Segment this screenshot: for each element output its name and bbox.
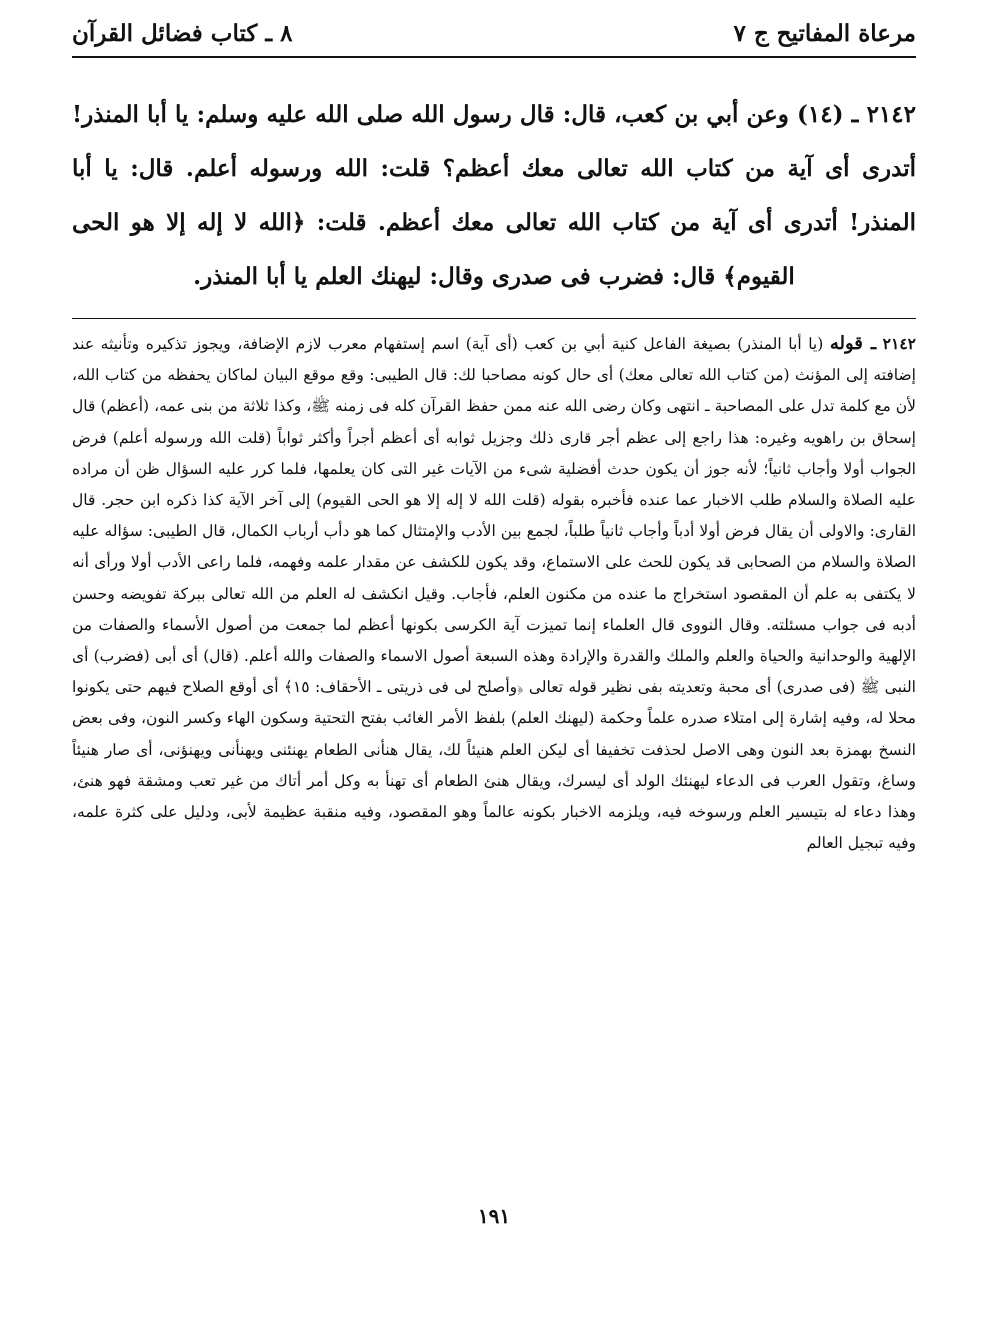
book-title: مرعاة المفاتيح ج ٧ bbox=[733, 19, 916, 47]
commentary-number: ٢١٤٢ bbox=[882, 334, 916, 353]
section-divider bbox=[72, 318, 916, 319]
page-number: ١٩١ bbox=[477, 1204, 511, 1228]
chapter-title: ٨ ـ كتاب فضائل القرآن bbox=[72, 19, 293, 47]
hadith-text-block bbox=[72, 88, 916, 306]
running-header bbox=[72, 14, 916, 52]
hadith-number: ٢١٤٢ ـ (١٤) bbox=[797, 101, 916, 128]
commentary-keyword: ـ قوله bbox=[829, 333, 877, 354]
header-divider bbox=[72, 56, 916, 58]
hadith-text: وعن أبي بن كعب، قال: قال رسول الله صلى الله عليه وسلم: يا أبا المنذر! أتدرى أى آية من كتاب الله تعالى معك أعظم؟ قلت: الله ورسوله أعلم. قال: يا أبا المنذر! أتدرى أى آية من كتاب الله تعالى معك أعظم. قلت: ﴿الله لا إله إلا هو الحى القيوم﴾ قال: فضرب فى صدرى وقال: ليهنك العلم يا أبا المنذر. bbox=[72, 101, 916, 290]
commentary-block bbox=[72, 328, 916, 1186]
commentary-text: (يا أبا المنذر) بصيغة الفاعل كنية أبي بن كعب (أى آية) اسم إستفهام معرب لازم الإضافة، ويجوز تذكيره وتأنيثه عند إضافته إلى المؤنث (من كتاب الله تعالى معك) أى حال كونه مصاحبا لك: قال الطيبى: وقع موقع البيان لماكان يحفظه من كتاب الله، لأن مع كلمة تدل على المصاحبة ـ انتهى وكان رضى الله عنه ممن حفظ القرآن كله فى زمنه ﷺ، وكذا ثلاثة من بنى عمه، (أعظم) قال إسحاق بن راهويه وغيره: هذا راجع إلى عظم أجر قارى ذلك وجزيل ثوابه أى أعظم أجراً وأكثر ثواباً (قلت الله ورسوله أعلم) فرض الجواب أولا وأجاب ثانياً؛ لأنه جوز أن يكون حدث أفضلية شىء من الآيات غير التى كان يعلمها، فلما كرر عليه السؤال ظن أن مراده عليه الصلاة والسلام طلب الاخبار عما عنده فأخبره بقوله (قلت الله لا إله إلا هو الحى القيوم) إلى آخر الآية كذا ذكره ابن حجر. قال القارى: والاولى أن يقال فرض أولا أدباً وأجاب ثانياً طلباً، لجمع بين الأدب والإمتثال كما هو دأب أرباب الكمال، قال الطيبى: سؤاله عليه الصلاة والسلام من الصحابى قد يكون للحث على الاستماع، وقد يكون للكشف عن مقدار علمه وفهمه، فلما راعى الأدب أولا ورأى أنه لا يكتفى به علم أن المقصود استخراج ما عنده من مكنون العلم، فأجاب. وقيل انكشف له العلم من الله تعالى ببركة تفويضه وحسن أدبه فى جواب مسئلته. وقال النووى قال العلماء إنما تميزت آية الكرسى بكونها أعظم لما جمعت من أصول الأسماء والصفات من الإلهية والوحدانية والحياة والعلم والملك والقدرة والإرادة وهذه السبعة أصول الاسماء والصفات والله أعلم. (قال) أى أبى (فضرب) أى النبى ﷺ (فى صدرى) أى محبة وتعديته بفى نظير قوله تعالى ﴿وأصلح لى فى ذريتى ـ الأحقاف: ١٥﴾ أى أوقع الصلاح فيهم حتى يكونوا محلا له، وفيه إشارة إلى امتلاء صدره علماً وحكمة (ليهنك العلم) بلفظ الأمر الغائب بفتح التحتية وسكون الهاء وكسر النون، وفى بعض النسخ بهمزة بعد النون وهى الاصل لحذفت تخفيفا أى ليكن العلم هنيئاً لك، يقال هنأنى الطعام يهنئنى ويهنأنى ويهنؤنى، أى صار هنيئاً وساغ، وتقول العرب فى الدعاء ليهنئك الولد أى ليسرك، ويقال هنئ الطعام أى تهنأ به وكل أمر أتاك من غير تعب ومشقة فهو هنئ، وهذا دعاء له بتيسير العلم ورسوخه فيه، ويلزمه الاخبار بكونه عالماً وهو المقصود، وفيه منقبة عظيمة لأبى، ودليل على كثرة علمه، وفيه تبجيل العالم bbox=[72, 335, 916, 853]
